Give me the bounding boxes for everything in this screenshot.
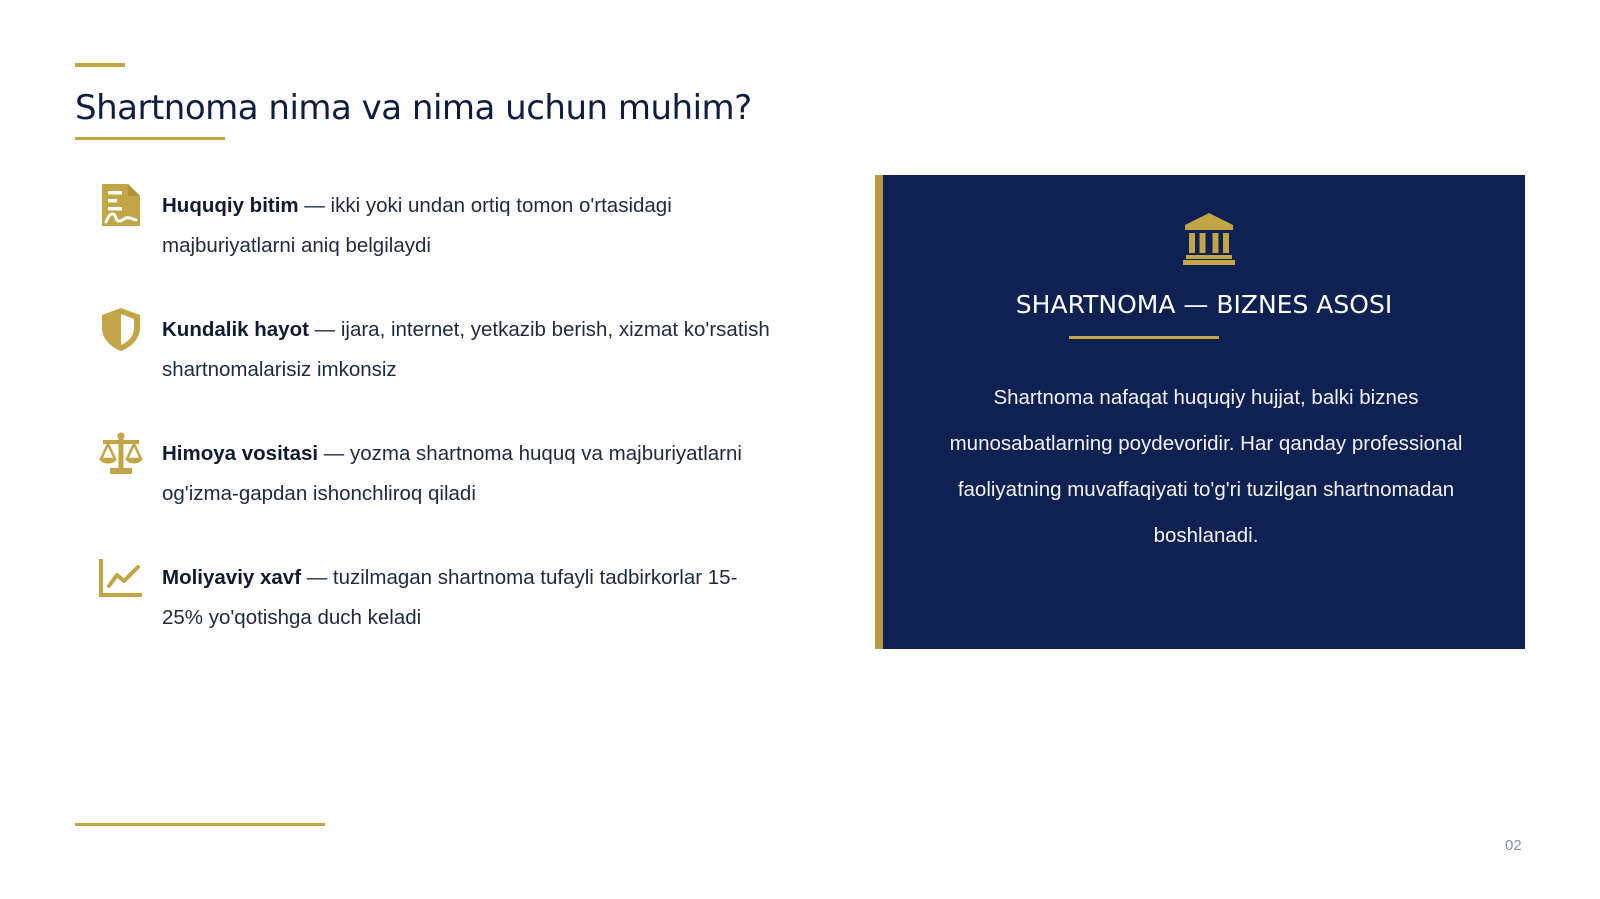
scales-icon [98, 430, 144, 476]
top-accent-bar [75, 63, 125, 67]
shield-icon [98, 306, 144, 352]
card-title: SHARTNOMA — BIZNES ASOSI [1015, 290, 1393, 319]
list-item-text [162, 186, 772, 266]
title-underline [75, 137, 225, 140]
term: Huquqiy bitim [162, 194, 299, 217]
term: Himoya vositasi [162, 442, 319, 465]
highlight-card [875, 175, 1525, 649]
list-item-text [162, 558, 772, 638]
term: Moliyaviy xavf [162, 566, 302, 589]
description: — tuzilmagan shartnoma tufayli tadbirkorlar 15-25% yo'qotishga duch keladi [162, 566, 738, 629]
trend-chart-icon [98, 554, 144, 600]
list-item-text [162, 310, 772, 390]
term: Kundalik hayot [162, 318, 309, 341]
page-number: 02 [1505, 837, 1522, 854]
description: — ijara, internet, yetkazib berish, xizmat ko'rsatish shartnomalarisiz imkonsiz [162, 318, 770, 381]
bottom-accent-bar [75, 823, 325, 826]
contract-document-icon [98, 182, 144, 228]
card-title-underline [1069, 336, 1219, 339]
description: — yozma shartnoma huquq va majburiyatlarni og'izma-gapdan ishonchliroq qiladi [162, 442, 742, 505]
building-columns-icon [1183, 211, 1235, 265]
list-item-text [162, 434, 772, 514]
description: — ikki yoki undan ortiq tomon o'rtasidagi majburiyatlarni aniq belgilaydi [162, 194, 672, 257]
page-title: Shartnoma nima va nima uchun muhim? [75, 88, 752, 128]
card-body: Shartnoma nafaqat huquqiy hujjat, balki biznes munosabatlarning poydevoridir. Har qanday professional faoliyatning muvaffaqiyati to'g'ri tuzilgan shartnomadan boshlanadi. [949, 386, 1463, 547]
